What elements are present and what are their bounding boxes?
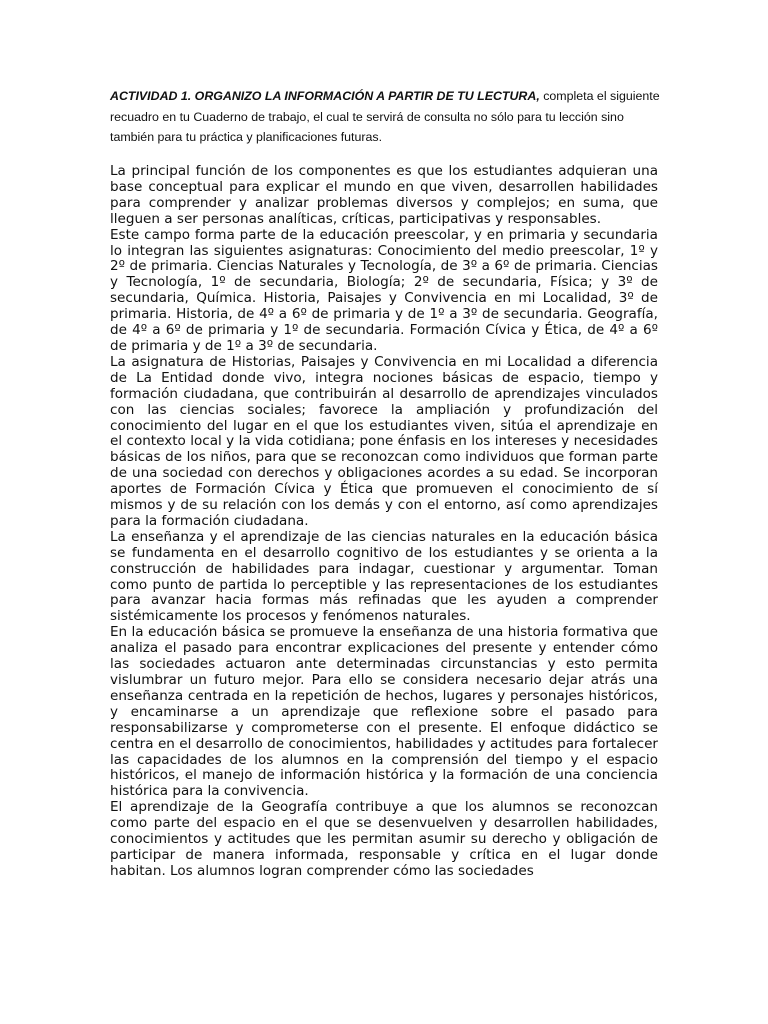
activity-instructions <box>110 86 662 148</box>
paragraph-components-function: La principal función de los componentes es que los estudiantes adquieran una base conceptual para explicar el mundo en que viven, desarrollen habilidades para comprender y analizar problemas diversos y complejos; en suma, que lleguen a ser personas analíticas, críticas, participativas y responsables. <box>110 163 658 227</box>
paragraph-geography: El aprendizaje de la Geografía contribuye a que los alumnos se reconozcan como parte del espacio en el que se desenvuelven y desarrollen habilidades, conocimientos y actitudes que les permitan asumir su derecho y obligación de participar de manera informada, responsable y crítica en el lugar donde habitan. Los alumnos logran comprender cómo las sociedades <box>110 799 658 879</box>
activity-instruction-text: completa el siguiente recuadro en tu Cuaderno de trabajo, el cual te servirá de consulta no sólo para tu lección sino también para tu práctica y planificaciones futuras. <box>110 89 660 144</box>
activity-heading: ACTIVIDAD 1. ORGANIZO LA INFORMACIÓN A PARTIR DE TU LECTURA, <box>110 89 540 103</box>
paragraph-field-subjects: Este campo forma parte de la educación preescolar, y en primaria y secundaria lo integran las siguientes asignaturas: Conocimiento del medio preescolar, 1º y 2º de primaria. Ciencias Naturales y Tecnología, de 3º a 6º de primaria. Ciencias y Tecnología, 1º de secundaria, Biología; 2º de secundaria, Física; y 3º de secundaria, Química. Historia, Paisajes y Convivencia en mi Localidad, 3º de primaria. Historia, de 4º a 6º de primaria y de 1º a 3º de secundaria. Geografía, de 4º a 6º de primaria y 1º de secundaria. Formación Cívica y Ética, de 4º a 6º de primaria y de 1º a 3º de secundaria. <box>110 226 658 354</box>
paragraph-local-history: La asignatura de Historias, Paisajes y Convivencia en mi Localidad a diferencia de La Entidad donde vivo, integra nociones básicas de espacio, tiempo y formación ciudadana, que contribuirán al desarrollo de aprendizajes vinculados con las ciencias sociales; favorece la ampliación y profundización del conocimiento del lugar en el que los estudiantes viven, sitúa el aprendizaje en el contexto local y la vida cotidiana; pone énfasis en los intereses y necesidades básicas de los niños, para que se reconozcan como individuos que forman parte de una sociedad con derechos y obligaciones acordes a su edad. Se incorporan aportes de Formación Cívica y Ética que promueven el conocimiento de sí mismos y de su relación con los demás y con el entorno, así como aprendizajes para la formación ciudadana. <box>110 353 658 529</box>
document-body <box>110 164 658 880</box>
paragraph-history-teaching: En la educación básica se promueve la enseñanza de una historia formativa que analiza el pasado para encontrar explicaciones del presente y entender cómo las sociedades actuaron ante determinadas circunstancias y esto permita vislumbrar un futuro mejor. Para ello se considera necesario dejar atrás una enseñanza centrada en la repetición de hechos, lugares y personajes históricos, y encaminarse a un aprendizaje que reflexione sobre el pasado para responsabilizarse y comprometerse con el presente. El enfoque didáctico se centra en el desarrollo de conocimientos, habilidades y actitudes para fortalecer las capacidades de los alumnos en la comprensión del tiempo y el espacio históricos, el manejo de información histórica y la formación de una conciencia histórica para la convivencia. <box>110 624 658 800</box>
paragraph-natural-sciences: La enseñanza y el aprendizaje de las ciencias naturales en la educación básica se fundamenta en el desarrollo cognitivo de los estudiantes y se orienta a la construcción de habilidades para indagar, cuestionar y argumentar. Toman como punto de partida lo perceptible y las representaciones de los estudiantes para avanzar hacia formas más refinadas que les ayuden a comprender sistémicamente los procesos y fenómenos naturales. <box>110 528 658 625</box>
